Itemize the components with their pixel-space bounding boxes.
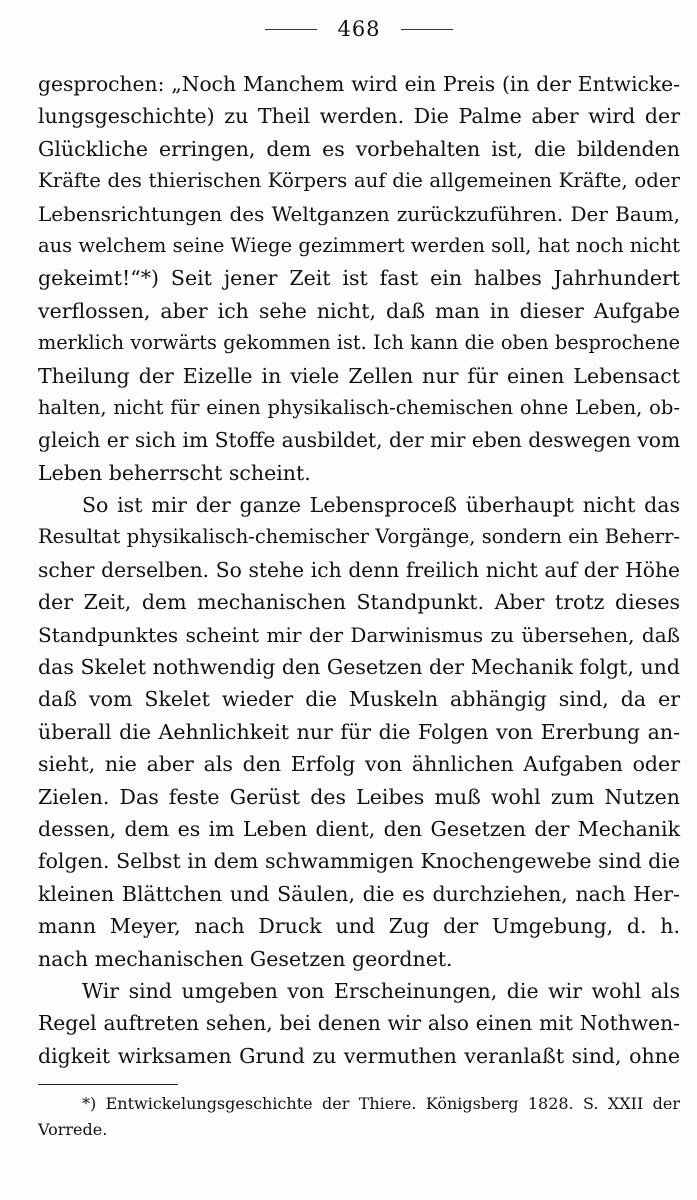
text-line: kleinen Blättchen und Säulen, die es durchziehen, nach Her- bbox=[38, 881, 680, 906]
text-line: überall die Aehnlichkeit nur für die Folgen von Ererbung an- bbox=[38, 719, 680, 744]
text-line: Lebensrichtungen des Weltganzen zurückzuführen. Der Baum, bbox=[38, 201, 680, 226]
paragraph-3 bbox=[38, 975, 680, 1072]
header-rule-right bbox=[401, 29, 453, 30]
text-line: daß vom Skelet wieder die Muskeln abhängig sind, da er bbox=[38, 687, 680, 712]
text-line: Resultat physikalisch-chemischer Vorgänge, sondern ein Beherr- bbox=[38, 525, 680, 549]
text-line: aus welchem seine Wiege gezimmert werden soll, hat noch nicht bbox=[38, 233, 681, 257]
body-text bbox=[38, 68, 680, 1072]
text-line: mann Meyer, nach Druck und Zug der Umgebung, d. h. bbox=[38, 914, 680, 939]
text-line: merklich vorwärts gekommen ist. Ich kann die oben besprochene bbox=[38, 331, 680, 355]
text-line: scher derselben. So stehe ich denn freilich nicht auf der Höhe bbox=[38, 557, 680, 582]
text-line: sieht, nie aber als den Erfolg von ähnlichen Aufgaben oder bbox=[38, 752, 680, 777]
text-line: verflossen, aber ich sehe nicht, daß man in dieser Aufgabe bbox=[38, 298, 680, 323]
footnote-rule bbox=[38, 1084, 178, 1085]
text-line: Leben beherrscht scheint. bbox=[38, 460, 311, 485]
text-line: gekeimt!“*) Seit jener Zeit ist fast ein halbes Jahrhundert bbox=[38, 266, 680, 291]
footnote-line: *) Entwickelungsgeschichte der Thiere. Königsberg 1828. S. XXII der bbox=[82, 1094, 680, 1114]
header-rule-left bbox=[265, 29, 317, 30]
text-line: das Skelet nothwendig den Gesetzen der Mechanik folgt, und bbox=[38, 655, 680, 680]
text-line: nach mechanischen Gesetzen geordnet. bbox=[38, 946, 453, 971]
text-line: gleich er sich im Stoffe ausbildet, der mir eben deswegen vom bbox=[38, 428, 681, 453]
text-line: halten, nicht für einen physikalisch-chemischen ohne Leben, ob- bbox=[38, 395, 680, 419]
text-line: Standpunktes scheint mir der Darwinismus zu übersehen, daß bbox=[38, 622, 680, 647]
footnote-line: Vorrede. bbox=[38, 1120, 108, 1140]
text-line: Zielen. Das feste Gerüst des Leibes muß wohl zum Nutzen bbox=[38, 784, 680, 809]
page-header bbox=[38, 12, 680, 46]
book-page bbox=[38, 12, 680, 1143]
text-line: dessen, dem es im Leben dient, den Gesetzen der Mechanik bbox=[38, 816, 680, 841]
page-number: 468 bbox=[337, 17, 381, 41]
text-line: So ist mir der ganze Lebensproceß überhaupt nicht das bbox=[82, 493, 680, 518]
paragraph-2 bbox=[38, 489, 680, 975]
text-line: gesprochen: „Noch Manchem wird ein Preis (in der Entwicke- bbox=[38, 72, 680, 96]
text-line: lungsgeschichte) zu Theil werden. Die Palme aber wird der bbox=[38, 104, 680, 129]
text-line: der Zeit, dem mechanischen Standpunkt. Aber trotz dieses bbox=[38, 590, 680, 615]
text-line: Theilung der Eizelle in viele Zellen nur für einen Lebensact bbox=[38, 363, 680, 388]
text-line: Wir sind umgeben von Erscheinungen, die wir wohl als bbox=[82, 978, 680, 1003]
paragraph-1 bbox=[38, 68, 680, 489]
text-line: Regel auftreten sehen, bei denen wir also einen mit Nothwen- bbox=[38, 1011, 680, 1036]
text-line: Kräfte des thierischen Körpers auf die allgemeinen Kräfte, oder bbox=[38, 169, 680, 193]
footnote bbox=[38, 1091, 680, 1143]
text-line: folgen. Selbst in dem schwammigen Knochengewebe sind die bbox=[38, 849, 680, 874]
text-line: digkeit wirksamen Grund zu vermuthen veranlaßt sind, ohne bbox=[38, 1043, 680, 1068]
text-line: Glückliche erringen, dem es vorbehalten ist, die bildenden bbox=[38, 136, 680, 161]
